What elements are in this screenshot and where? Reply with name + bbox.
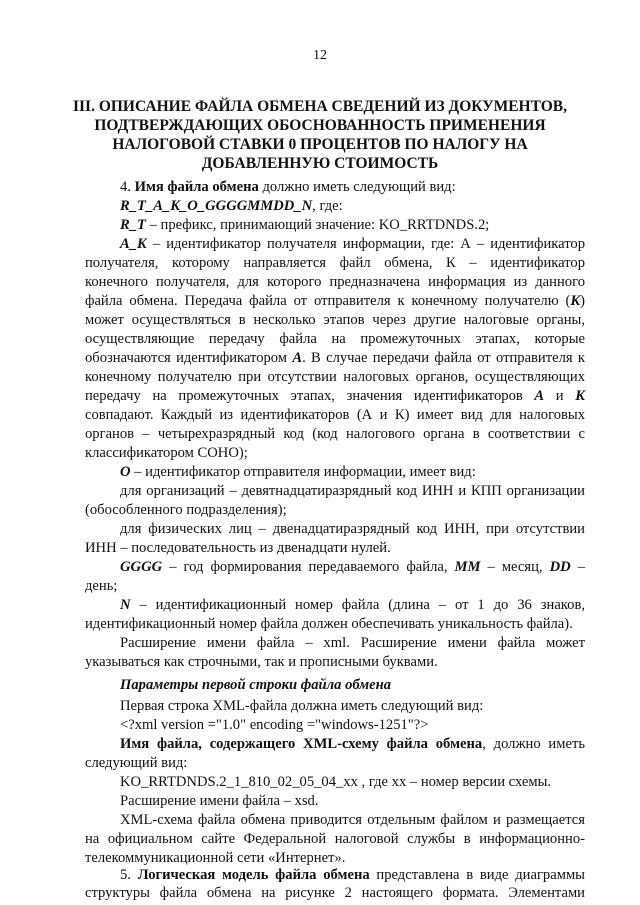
- gggg-line: день;: [85, 578, 118, 594]
- o-org-line: для организаций – девятнадцатиразрядный код ИНН и КПП организации: [120, 483, 585, 499]
- section-heading: [70, 97, 570, 173]
- heading-line: ДОБАВЛЕННУЮ СТОИМОСТЬ: [201, 155, 439, 172]
- o-phys-line: для физических лиц – двенадцатиразрядный код ИНН, при отсутствии: [120, 521, 585, 537]
- ak-line: классификатором СОНО);: [85, 445, 248, 461]
- heading-line: III. ОПИСАНИЕ ФАЙЛА ОБМЕНА СВЕДЕНИЙ ИЗ ДОКУМЕНТОВ,: [72, 98, 568, 115]
- rt-prefix-line: R_T – префикс, принимающий значение: KO_RRTDNDS.2;: [120, 217, 490, 233]
- ext-line: указываться как строчными, так и прописными буквами.: [85, 654, 438, 670]
- schema-pub-line: XML-схема файла обмена приводится отдельным файлом и размещается: [120, 812, 585, 828]
- ak-line: органов – четырехразрядный код (код налогового органа в соответствии с: [85, 426, 585, 442]
- ak-line: передачу на промежуточных этапах, значения идентификаторов A и K: [85, 388, 585, 404]
- ak-line: A_K – идентификатор получателя информации, где: А – идентификатор: [120, 236, 585, 252]
- paragraph-5-line: структуры файла обмена на рисунке 2 настоящего формата. Элементами: [85, 885, 585, 901]
- page-number: 12: [313, 48, 327, 63]
- paragraph-4-intro: 4. Имя файла обмена должно иметь следующий вид:: [120, 179, 456, 195]
- paragraph-5-line: 5. Логическая модель файла обмена представлена в виде диаграммы: [120, 867, 585, 883]
- ak-line: конечному получателю при отсутствии налоговых органов, осуществляющих: [85, 369, 585, 385]
- schema-line: следующий вид:: [85, 755, 188, 771]
- ak-line: конечного получателя, для которого предназначена информация из данного: [85, 274, 585, 290]
- schema-name: KO_RRTDNDS.2_1_810_02_05_04_xx , где хх – номер версии схемы.: [120, 774, 552, 790]
- ak-line: получателя, которому направляется файл обмена, К – идентификатор: [85, 255, 585, 271]
- first-line-text: Первая строка XML-файла должна иметь следующий вид:: [120, 698, 484, 714]
- gggg-line: GGGG – год формирования передаваемого файла, MM – месяц, DD –: [120, 559, 585, 575]
- params-heading: Параметры первой строки файла обмена: [120, 677, 392, 693]
- n-line: N – идентификационный номер файла (длина – от 1 до 36 знаков,: [120, 597, 585, 613]
- n-line: идентификационный номер файла должен обеспечивать уникальность файла).: [85, 616, 573, 632]
- ak-line: может осуществляться в несколько этапов через другие налоговые органы,: [85, 312, 585, 328]
- ak-line: совпадают. Каждый из идентификаторов (А и К) имеет вид для налоговых: [85, 407, 585, 423]
- ak-line: осуществляющие передачу файла на промежуточных этапах, которые: [85, 331, 585, 347]
- o-phys-line: ИНН – последовательность из двенадцати нулей.: [85, 540, 391, 556]
- schema-pub-line: телекоммуникационной сети «Интернет».: [85, 850, 346, 866]
- schema-pub-line: на официальном сайте Федеральной налоговой службы в информационно-: [85, 831, 585, 847]
- heading-line: НАЛОГОВОЙ СТАВКИ 0 ПРОЦЕНТОВ ПО НАЛОГУ НА: [112, 136, 528, 153]
- ak-line: файла обмена. Передача файла от отправителя к конечному получателю (K): [85, 293, 585, 309]
- o-line: O – идентификатор отправителя информации, имеет вид:: [120, 464, 476, 480]
- schema-line: Имя файла, содержащего XML-схему файла обмена, должно иметь: [120, 736, 585, 752]
- o-org-line: (обособленного подразделения);: [85, 502, 287, 518]
- ak-line: обозначаются идентификатором A. В случае передачи файла от отправителя к: [85, 350, 585, 366]
- ext-line: Расширение имени файла – xml. Расширение имени файла может: [120, 635, 585, 651]
- xml-declaration: <?xml version ="1.0" encoding ="windows-1251"?>: [120, 717, 429, 733]
- heading-line: ПОДТВЕРЖДАЮЩИХ ОБОСНОВАННОСТЬ ПРИМЕНЕНИЯ: [94, 117, 546, 134]
- schema-ext: Расширение имени файла – xsd.: [120, 793, 319, 809]
- file-name-format: R_T_A_K_O_GGGGMMDD_N, где:: [120, 198, 343, 214]
